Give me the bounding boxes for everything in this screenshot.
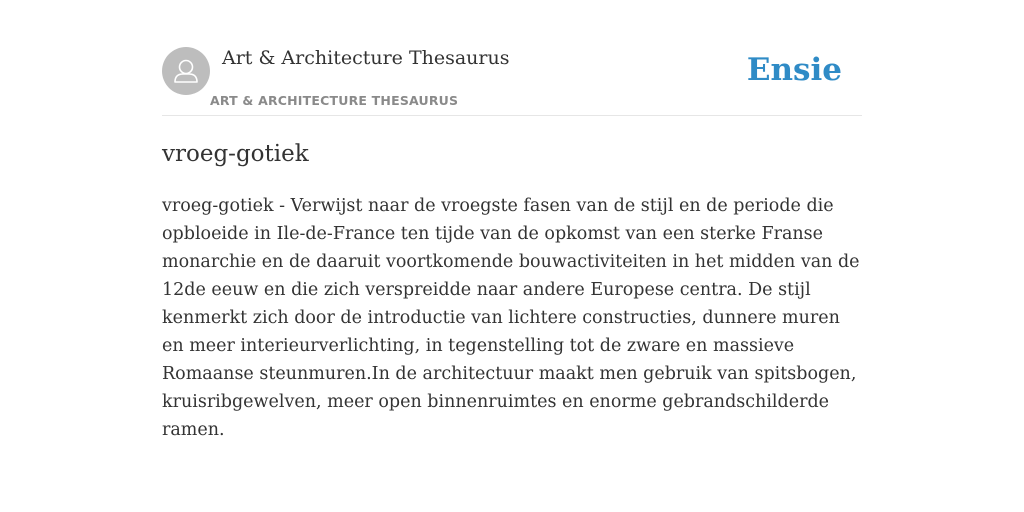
brand-logo[interactable]: Ensie [746, 52, 842, 88]
source-subtitle[interactable]: ART & ARCHITECTURE THESAURUS [210, 93, 459, 108]
user-silhouette-icon[interactable] [162, 47, 210, 95]
definition-text: vroeg-gotiek - Verwijst naar de vroegste fasen van de stijl en de periode die opbloeide in Ile-de-France ten tijde van de opkomst van een sterke Franse monarchie en de daaruit voortkomende bouwactiviteiten in het midden van de 12de eeuw en die zich verspreidde naar andere Europese centra. De stijl kenmerkt zich door de introductie van lichtere constructies, dunnere muren en meer interieurverlichting, in tegenstelling tot de zware en massieve Romaanse steunmuren.In de architectuur maakt men gebruik van spitsbogen, kruisribgewelven, meer open binnenruimtes en enorme gebrandschilderde ramen. [162, 196, 860, 440]
term-title: vroeg-gotiek [162, 141, 309, 167]
source-title[interactable]: Art & Architecture Thesaurus [222, 47, 510, 69]
entry-header [162, 0, 862, 116]
entry-card [162, 0, 862, 440]
